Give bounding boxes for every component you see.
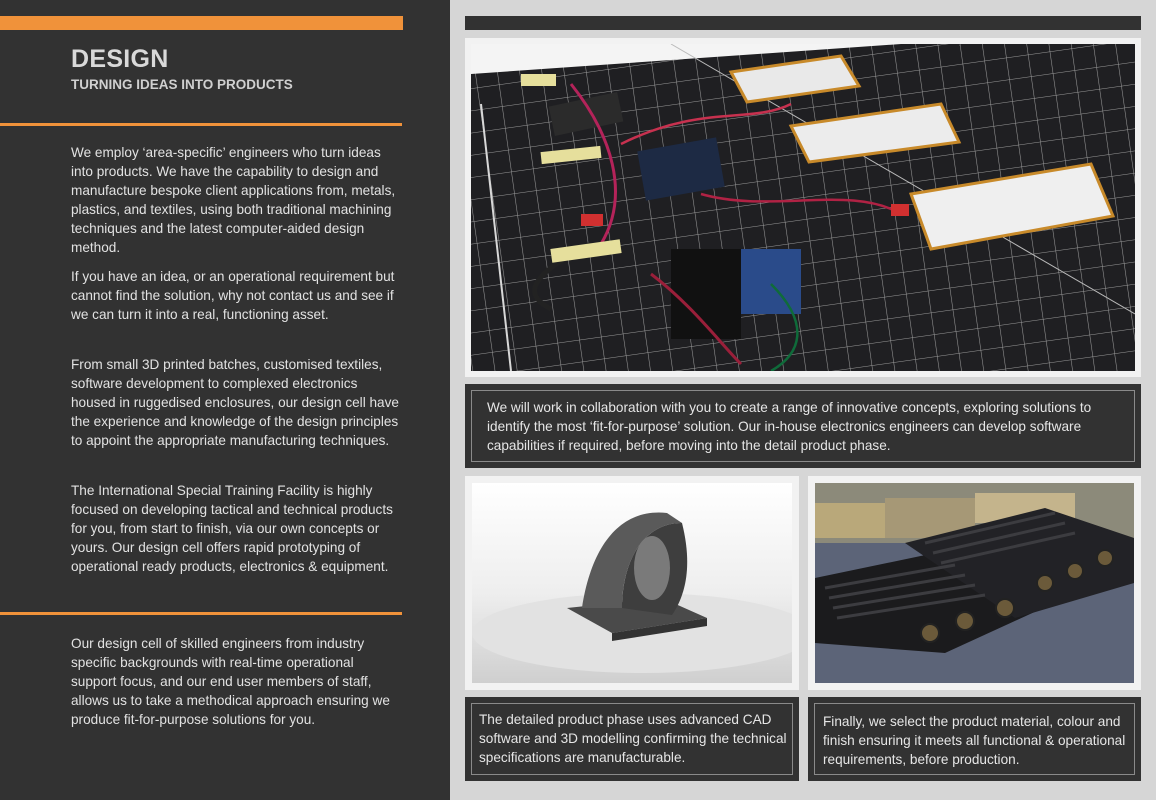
enclosures-image [815,483,1134,683]
divider-rule [0,123,402,126]
concepts-caption: We will work in collaboration with you to create a range of innovative concepts, exploring solutions to identify the most ‘fit-for-purpose’ solution. Our in-house electronics engineers can develop software capabilities if required, before moving into the detail product phase. [487,400,1092,453]
enclosures-photo [808,476,1141,690]
closing-paragraph: Our design cell of skilled engineers from industry specific backgrounds with real-time operational support focus, and our end user members of staff, allows us to take a methodical approach ensuring we produce fit-for-purpose solutions for you. [71,636,390,727]
finishing-caption-box [808,697,1141,781]
divider-rule [0,612,402,615]
accent-bar-top [0,16,403,30]
electronics-prototype-image [471,44,1135,371]
facility-paragraph: The International Special Training Facility is highly focused on developing tactical and technical products for you, from start to finish, via our own concepts or yours. Our design cell offers rapid prototyping of operational ready products, electronics & equipment. [71,483,393,574]
contact-paragraph: If you have an idea, or an operational requirement but cannot find the solution, why not contact us and see if we can turn it into a real, functioning asset. [71,269,395,322]
printed-part-image [472,483,792,683]
capabilities-paragraph: From small 3D printed batches, customised textiles, software development to complexed electronics housed in ruggedised enclosures, our design cell have the experience and knowledge of the design principles to appoint the appropriate manufacturing techniques. [71,357,399,448]
concepts-caption-box [465,384,1141,468]
header-bar-dark [465,16,1141,30]
detailed-phase-caption: The detailed product phase uses advanced CAD software and 3D modelling confirming the technical specifications are manufacturable. [479,712,787,765]
printed-part-photo [465,476,799,690]
page-title: DESIGN [71,45,169,73]
intro-paragraph: We employ ‘area-specific’ engineers who turn ideas into products. We have the capability to design and manufacture bespoke client applications from, metals, plastics, and textiles, using both traditional machining techniques and the latest computer-aided design method. [71,145,396,255]
finishing-caption: Finally, we select the product material, colour and finish ensuring it meets all functional & operational requirements, before production. [823,714,1126,767]
page-subtitle: TURNING IDEAS INTO PRODUCTS [71,77,293,92]
electronics-prototype-photo [465,38,1141,377]
detailed-phase-caption-box [465,697,799,781]
